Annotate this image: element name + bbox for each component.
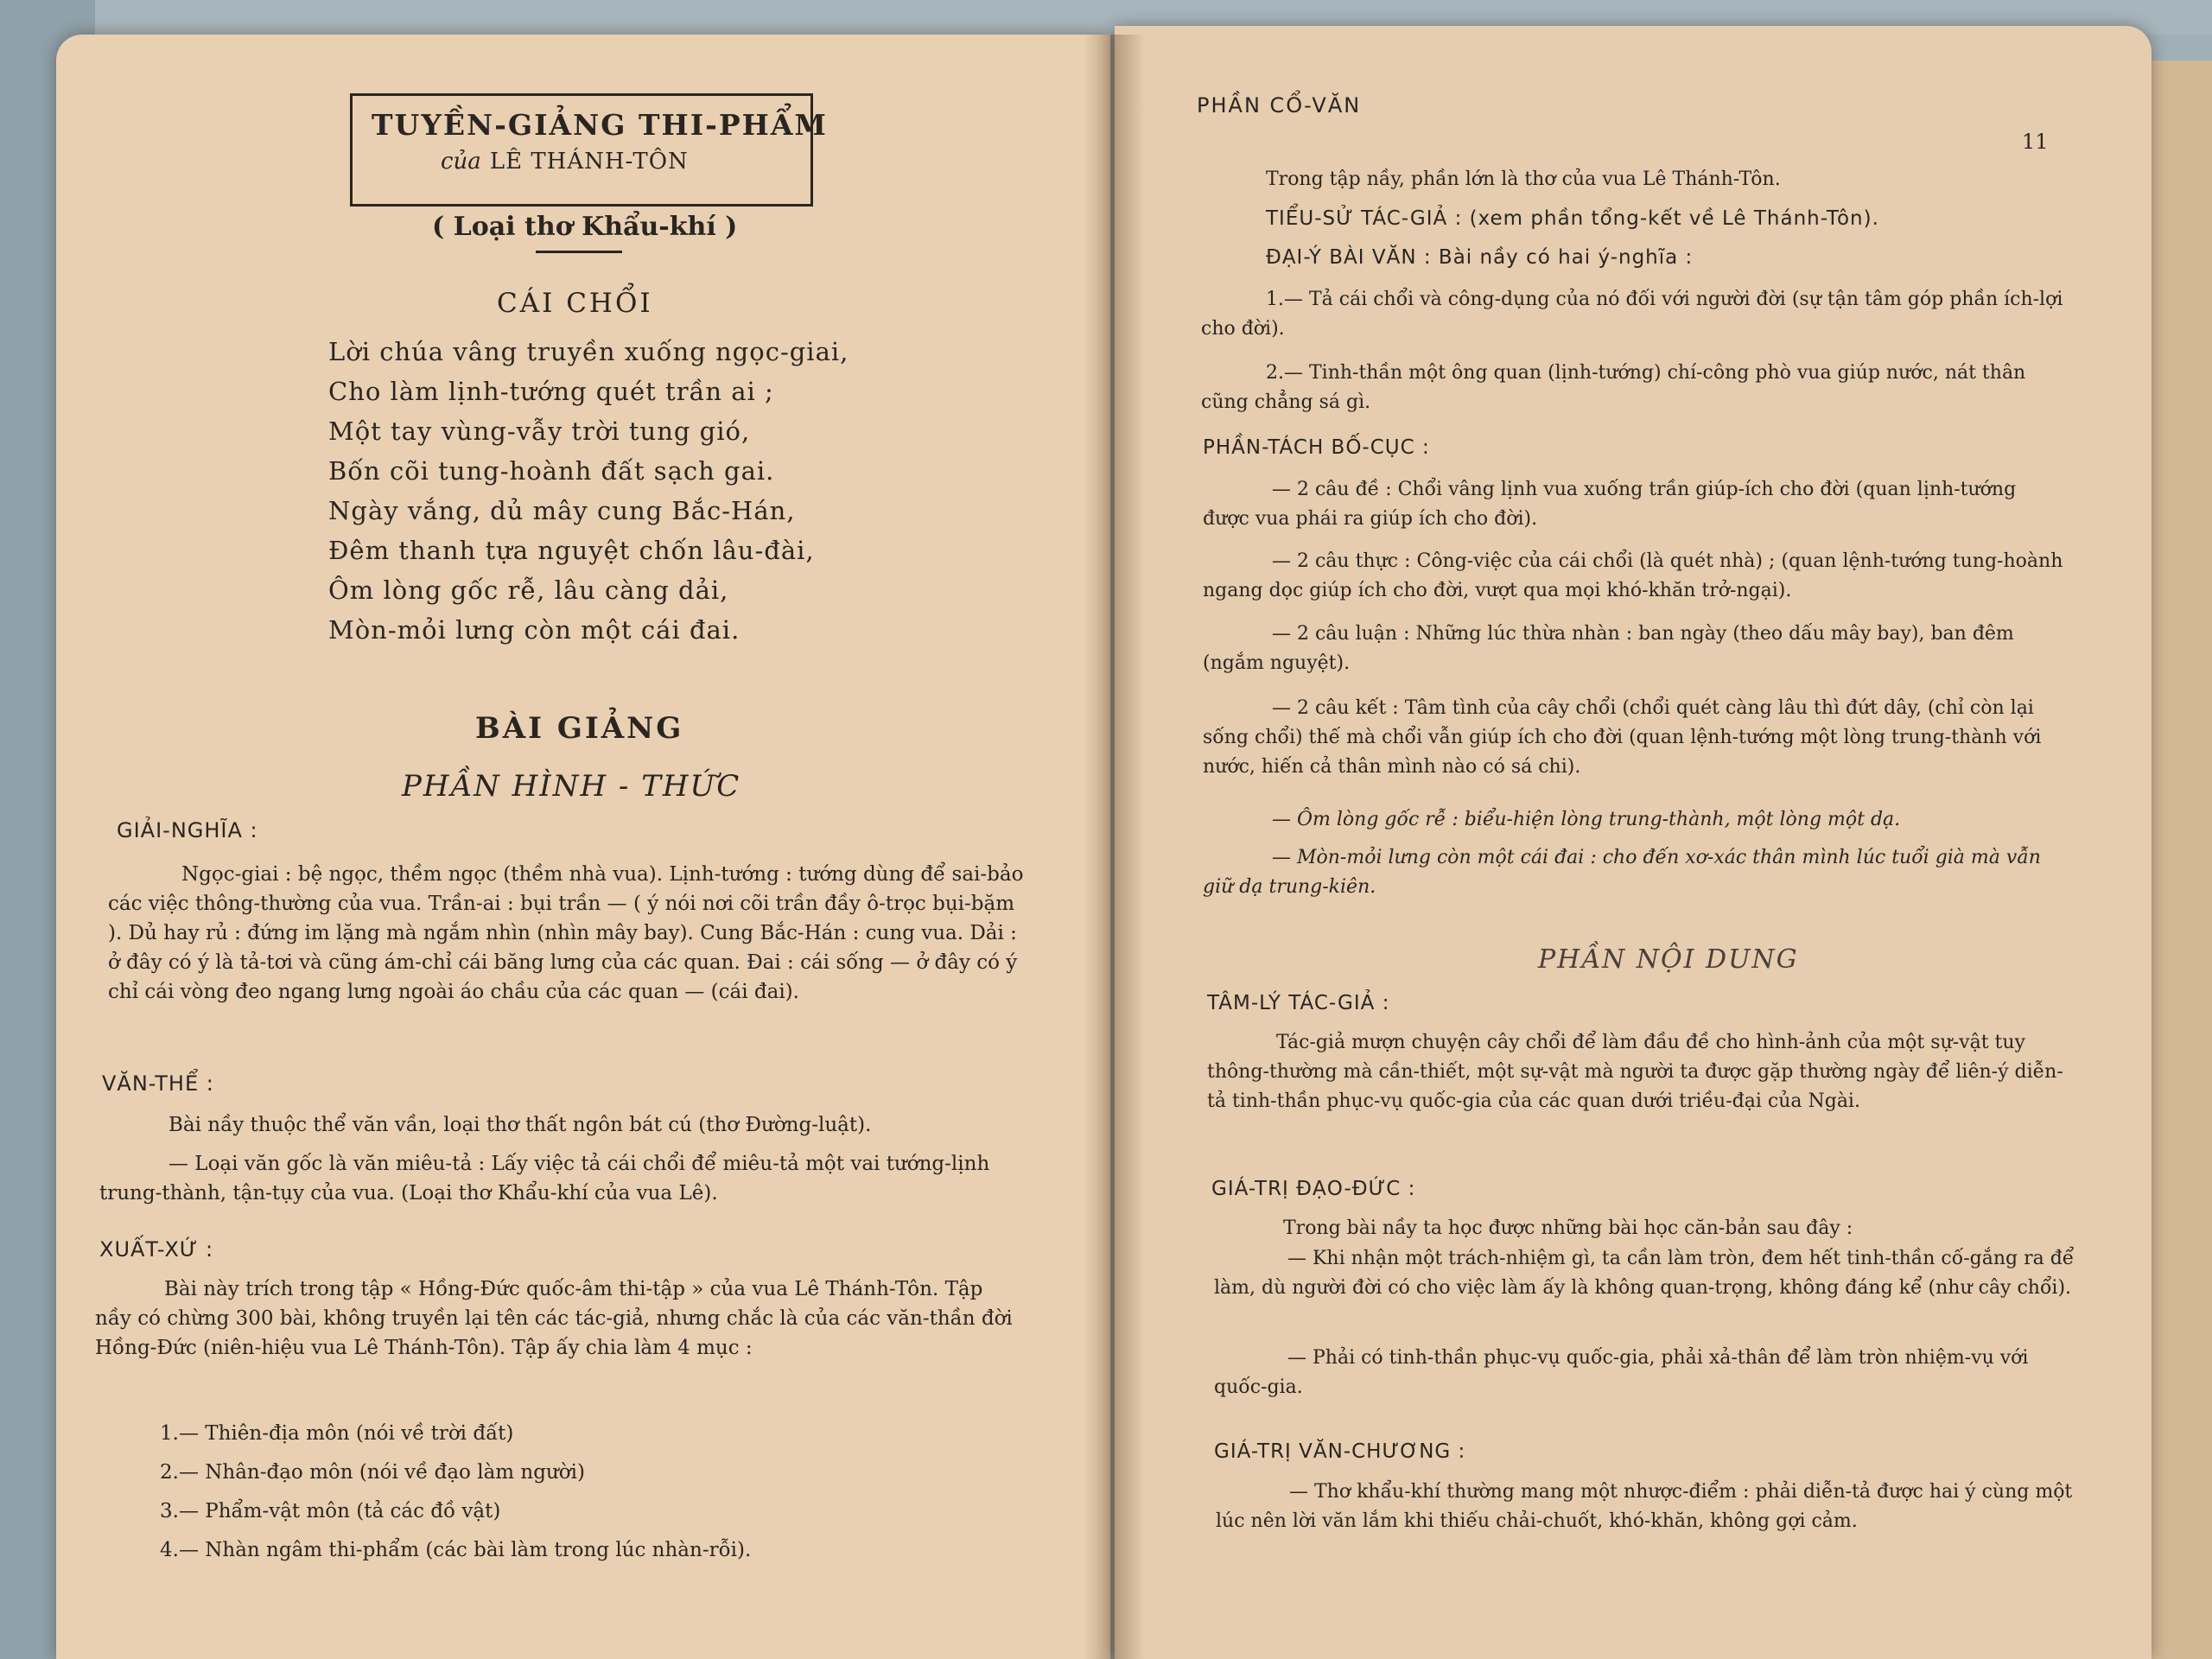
intro-line: Trong tập nầy, phần lớn là thơ của vua Lê Thánh-Tôn. <box>1266 168 1781 190</box>
style-heading: VĂN-THỂ : <box>102 1071 214 1096</box>
poem-line: Cho làm lịnh-tướng quét trần ai ; <box>328 377 774 406</box>
origin-heading: XUẤT-XỨ : <box>99 1237 214 1262</box>
psych-heading: TÂM-LÝ TÁC-GIẢ : <box>1207 992 1390 1014</box>
structure-item: — Mòn-mỏi lưng còn một cái đai : cho đến xơ-xác thân mình lúc tuổi già mà vẫn giữ dạ trung-kiên. <box>1203 847 2041 898</box>
genre-label: ( Loại thơ Khẩu-khí ) <box>432 212 738 242</box>
book-gutter <box>1084 35 1145 1659</box>
moral-item: — Phải có tinh-thần phục-vụ quốc-gia, phải xả-thân để làm tròn nhiệm-vụ với quốc-gia. <box>1214 1347 2029 1398</box>
author-name: LÊ THÁNH-TÔN <box>489 149 689 175</box>
structure-heading: PHẦN-TÁCH BỐ-CỤC : <box>1203 436 1430 459</box>
author-line <box>441 149 689 175</box>
style-paragraph: — Loại văn gốc là văn miêu-tả : Lấy việc tả cái chổi để miêu-tả một vai tướng-lịnh trung-thành, tận-tụy của vua. (Loại thơ Khẩu-khí của vua Lê). <box>99 1153 990 1205</box>
idea-item: 2.— Tinh-thần một ông quan (lịnh-tướng) chí-công phò vua giúp nước, nát thân cũng chẳng sá gì. <box>1201 362 2026 413</box>
literary-heading: GIÁ-TRỊ VĂN-CHƯƠNG : <box>1214 1440 1466 1463</box>
right-page <box>1115 26 2152 1659</box>
idea-line: ĐẠI-Ý BÀI VĂN : Bài nầy có hai ý-nghĩa : <box>1266 246 1694 269</box>
poem-title: CÁI CHỔI <box>497 288 653 319</box>
literary-paragraph: — Thơ khẩu-khí thường mang một nhược-điểm : phải diễn-tả được hai ý cùng một lúc nên lời văn lắm khi thiếu chải-chuốt, khó-khăn, không gợi cảm. <box>1216 1481 2073 1532</box>
poem-line: Ôm lòng gốc rễ, lâu càng dải, <box>328 575 729 605</box>
divider <box>536 251 622 253</box>
content-section-title: PHẦN NỘI DUNG <box>1538 944 1799 975</box>
moral-heading: GIÁ-TRỊ ĐẠO-ĐỨC : <box>1211 1178 1416 1200</box>
poem-line: Bốn cõi tung-hoành đất sạch gai. <box>328 456 775 486</box>
poem-line: Một tay vùng-vẫy trời tung gió, <box>328 416 751 446</box>
moral-item: — Khi nhận một trách-nhiệm gì, ta cần làm tròn, đem hết tinh-thần cố-gắng ra để làm, dù người đời có cho việc làm ấy là không quan-trọng, không đáng kể (như cây chổi). <box>1214 1248 2075 1299</box>
structure-item: — 2 câu luận : Những lúc thừa nhàn : ban ngày (theo dấu mây bay), ban đêm (ngắm nguyệt). <box>1203 623 2014 674</box>
running-header: PHẦN CỔ-VĂN <box>1197 93 1362 118</box>
moral-intro: Trong bài nầy ta học được những bài học căn-bản sau đây : <box>1283 1217 1853 1239</box>
meaning-paragraph: Ngọc-giai : bệ ngọc, thềm ngọc (thềm nhà vua). Lịnh-tướng : tướng dùng để sai-bảo các việc thông-thường của vua. Trần-ai : bụi trần — ( ý nói nơi cõi trần đầy ô-trọc bụi-bặm ). Dủ hay rủ : đứng im lặng mà ngắm nhìn (nhìn mây bay). Cung Bắc-Hán : cung vua. Dải : ở đây có ý là tả-tơi và cũng ám-chỉ cái băng lưng của các quan. Đai : cái sống — ở đây có ý chỉ cái vòng đeo ngang lưng ngoài áo chầu của các quan — (cái đai). <box>108 863 1024 1003</box>
form-section-title: PHẦN HÌNH - THỨC <box>402 769 741 804</box>
poem-line: Ngày vắng, dủ mây cung Bắc-Hán, <box>328 496 796 525</box>
list-item: 2.— Nhân-đạo môn (nói về đạo làm người) <box>160 1461 585 1484</box>
psych-paragraph: Tác-giả mượn chuyện cây chổi để làm đầu đề cho hình-ảnh của một sự-vật tuy thông-thường mà cần-thiết, một sự-vật mà người ta được gặp thường ngày để liên-ý diễn-tả tinh-thần phục-vụ quốc-gia của các quan dưới triều-đại của Ngài. <box>1207 1032 2063 1112</box>
list-item: 1.— Thiên-địa môn (nói về trời đất) <box>160 1422 514 1445</box>
idea-item: 1.— Tả cái chổi và công-dụng của nó đối với người đời (sự tận tâm góp phần ích-lợi cho đời). <box>1201 289 2063 340</box>
page-number: 11 <box>2022 130 2049 154</box>
structure-item: — 2 câu đề : Chổi vâng lịnh vua xuống trần giúp-ích cho đời (quan lịnh-tướng được vua phái ra giúp ích cho đời). <box>1203 479 2017 530</box>
left-page <box>56 35 1110 1659</box>
page-stack-edge <box>2152 60 2212 1659</box>
poem-line: Đêm thanh tựa nguyệt chốn lâu-đài, <box>328 536 815 565</box>
author-label: của <box>441 149 481 175</box>
meaning-heading: GIẢI-NGHĨA : <box>117 818 258 842</box>
style-paragraph: Bài nầy thuộc thể văn vần, loại thơ thất ngôn bát cú (thơ Đường-luật). <box>168 1114 872 1136</box>
lecture-title: BÀI GIẢNG <box>475 711 684 746</box>
poem-line: Lời chúa vâng truyền xuống ngọc-giai, <box>328 337 849 366</box>
list-item: 3.— Phẩm-vật môn (tả các đồ vật) <box>160 1500 501 1522</box>
structure-item: — Ôm lòng gốc rễ : biểu-hiện lòng trung-thành, một lòng một dạ. <box>1272 809 1901 830</box>
bio-line: TIỂU-SỬ TÁC-GIẢ : (xem phần tổng-kết về Lê Thánh-Tôn). <box>1266 207 1879 230</box>
list-item: 4.— Nhàn ngâm thi-phẩm (các bài làm trong lúc nhàn-rỗi). <box>160 1539 752 1561</box>
poem-line: Mòn-mỏi lưng còn một cái đai. <box>328 615 741 645</box>
origin-paragraph: Bài này trích trong tập « Hồng-Đức quốc-âm thi-tập » của vua Lê Thánh-Tôn. Tập nầy có chừng 300 bài, không truyền lại tên các tác-giả, nhưng chắc là của các văn-thần đời Hồng-Đức (niên-hiệu vua Lê Thánh-Tôn). Tập ấy chia làm 4 mục : <box>95 1278 1013 1359</box>
book-title: TUYỀN-GIẢNG THI-PHẨM <box>372 108 828 142</box>
structure-item: — 2 câu thực : Công-việc của cái chổi (là quét nhà) ; (quan lệnh-tướng tung-hoành ngang dọc giúp ích cho đời, vượt qua mọi khó-khăn trở-ngại). <box>1203 550 2063 601</box>
structure-item: — 2 câu kết : Tâm tình của cây chổi (chổi quét càng lâu thì đứt dây, (chỉ còn lại sống chổi) thế mà chổi vẫn giúp ích cho đời (quan lệnh-tướng một lòng trung-thành với nước, hiến cả thân mình nào có sá chi). <box>1203 697 2042 778</box>
